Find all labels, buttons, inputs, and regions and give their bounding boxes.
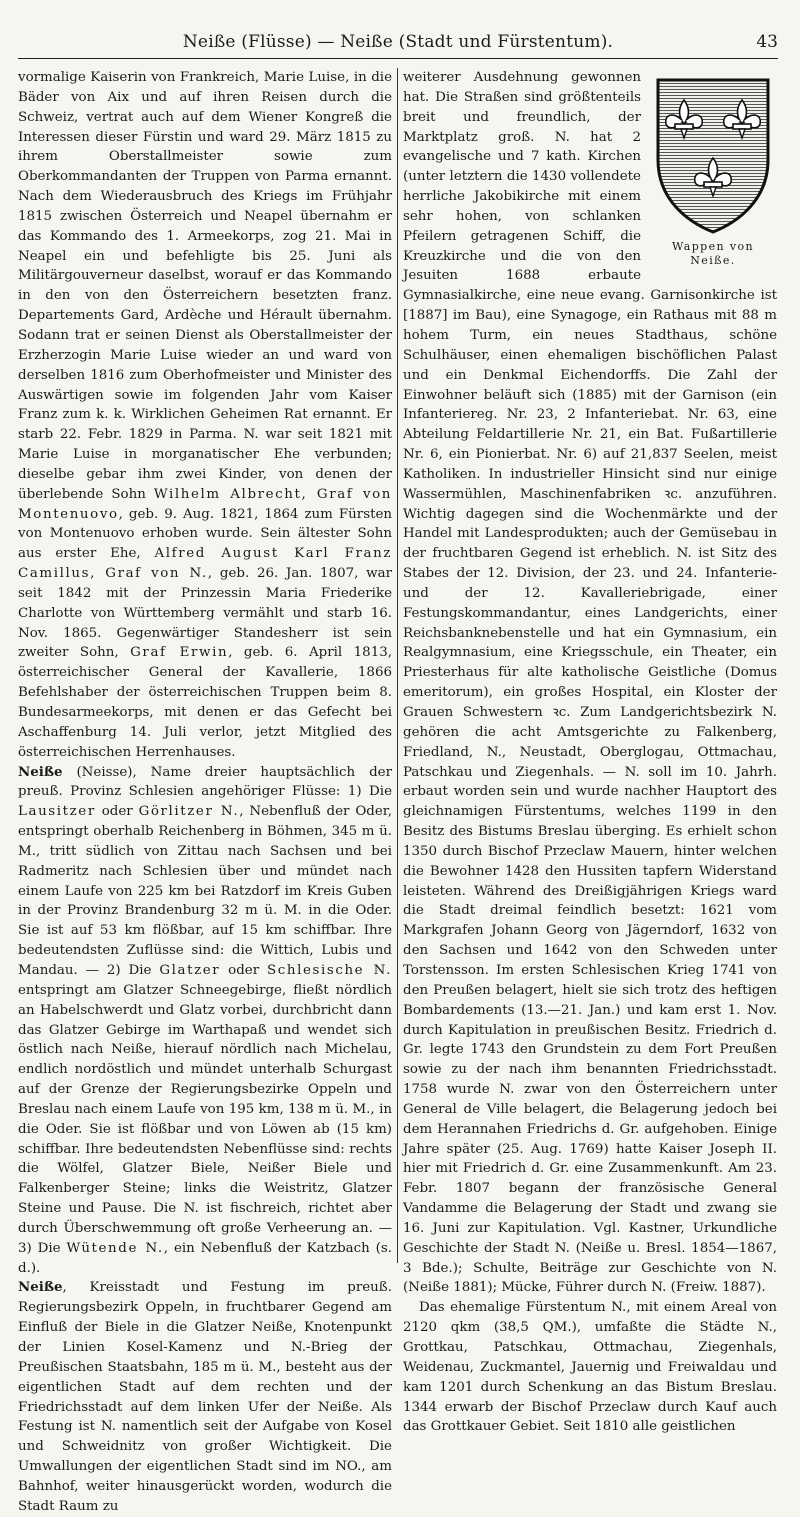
entry-headword: Neiße: [18, 1279, 63, 1296]
river-name: Lausitzer: [18, 804, 96, 820]
running-title: Neiße (Flüsse) — Neiße (Stadt und Fürstentum).: [182, 32, 614, 52]
paragraph-principality: Das ehemalige Fürstentum N., mit einem Areal von 2120 qkm (38,5 QM.), umfaßte die Städte N., Grottkau, Patschkau, Ottmachau, Ziegenhals, Weidenau, Zuckmantel, Jauernig und Freiwaldau und kam 1201 durch Schenkung an das Bistum Breslau. 1344 erwarb der Bischof Przeclaw durch Kauf auch das Grottkauer Gebiet. Seit 1810 alle geistlichen: [403, 1300, 777, 1435]
river-name: Glatzer: [159, 962, 221, 978]
crest-figure: [649, 76, 777, 268]
entry-neisse-rivers: Neiße (Neisse), Name dreier hauptsächlich der preuß. Provinz Schlesien angehöriger Flüsse: 1) Die Lausitzer oder Görlitzer N., Nebenfluß der Oder, entspringt oberhalb Reichenberg in Böhmen, 345 m ü. M., tritt südlich von Zittau nach Sachsen und bei Radmeritz nach Schlesien über und mündet nach einem Laufe von 225 km bei Ratzdorf im Kreis Guben in der Provinz Brandenburg 32 m ü. M. in die Oder. Sie ist auf 53 km flößbar, auf 15 km schiffbar. Ihre bedeutendsten Zuflüsse sind: die Wittich, Lubis und Mandau. — 2) Die Glatzer oder Schlesische N. entspringt am Glatzer Schneegebirge, fließt nördlich an Habelschwerdt und Glatz vorbei, durchbricht dann das Glatzer Gebirge im Warthapaß und wendet sich östlich nach Neiße, hierauf nördlich nach Michelau, endlich nordöstlich und mündet unterhalb Schurgast auf der Grenze der Regierungsbezirke Oppeln und Breslau nach einem Laufe von 195 km, 138 m ü. M., in die Oder. Sie ist flößbar und von Löwen ab (15 km) schiffbar. Ihre bedeutendsten Nebenflüsse sind: rechts die Wölfel, Glatzer Biele, Neißer Biele und Falkenberger Steine; links die Weistritz, Glatzer Steine und Pause. Die N. ist fischreich, richtet aber durch Überschwemmung oft große Verheerung an. — 3) Die Wütende N., ein Nebenfluß der Katzbach (s. d.).: [18, 763, 392, 1276]
paragraph-city-description: weiterer Ausdehnung gewonnen hat. Die Straßen sind größtenteils breit und freundlich, der Marktplatz groß. N. hat 2 evangelische und 7 kath. Kirchen (unter letztern die 1430 vollendete herrliche Jakobikirche mit einem sehr hohen, von schlanken Pfeilern getragenen Schiff, die Kreuzkirche und die von den Jesuiten 1688 erbaute Gymnasialkirche, eine neue evang. Garnisonkirche ist [1887] im Bau), eine Synagoge, ein Rathaus mit 88 m hohem Turm, ein neues Stadthaus, schöne Schulhäuser, einen ehemaligen bischöflichen Palast und ein Denkmal Eichendorffs. Die Zahl der Einwohner beläuft sich (1885) mit der Garnison (ein Infanteriereg. Nr. 23, 2 Infanteriebat. Nr. 63, eine Abteilung Feldartillerie Nr. 21, ein Bat. Fußartillerie Nr. 6, ein Pionierbat. Nr. 6) auf 21,837 Seelen, meist Katholiken. In industrieller Hinsicht sind nur einige Wassermühlen, Maschinenfabriken ꝛc. anzuführen. Wichtig dagegen sind die Wochenmärkte und der Handel mit Landesprodukten; auch der Gemüsebau in der fruchtbaren Gegend ist erheblich. N. ist Sitz des Stabes der 12. Division, der 23. und 24. Infanterie- und der 12. Kavalleriebrigade, einer Festungskommandantur, eines Landgerichts, einer Reichsbanknebenstelle und hat ein Gymnasium, ein Realgymnasium, eine Kriegsschule, ein Theater, ein Priesterhaus für alte katholische Geistliche (Domus emeritorum), ein großes Hospital, ein Kloster der Grauen Schwestern ꝛc. Zum Landgerichtsbezirk N. gehören die acht Amtsgerichte zu Falkenberg, Friedland, N., Neustadt, Oberglogau, Ottmachau, Patschkau und Ziegenhals. — N. soll im 10. Jahrh. erbaut worden sein und wurde nachher Hauptort des gleichnamigen Fürstentums, welches 1199 in den Besitz des Bistums Breslau überging. Es erhielt schon 1350 durch Bischof Przeclaw Mauern, hinter welchen die Bewohner 1428 den Hussiten tapfern Widerstand leisteten. Während des Dreißigjährigen Kriegs ward die Stadt dreimal feindlich besetzt: 1621 vom Markgrafen Johann Georg von Jägerndorf, 1632 von den Sachsen und 1642 von den Schweden unter Torstensson. Im ersten Schlesischen Krieg 1741 von den Preußen belagert, hielt sie sich trotz des heftigen Bombardements (13.—21. Jan.) und kam erst 1. Nov. durch Kapitulation in preußischen Besitz. Friedrich d. Gr. legte 1743 den Grundstein zu dem Fort Preußen sowie zu der nach ihm benannten Friedrichsstadt. 1758 wurde N. zwar von den Österreichern unter General de Ville belagert, die Belagerung jedoch bei dem Herannahen Friedrichs d. Gr. aufgehoben. Einige Jahre später (25. Aug. 1769) hatte Kaiser Joseph II. hier mit Friedrich d. Gr. eine Zusammenkunft. Am 23. Febr. 1807 begann der französische General Vandamme die Belagerung der Stadt und zwang sie 16. Juni zur Kapitulation. Vgl. Kastner, Urkundliche Geschichte der Stadt N. (Neiße u. Bresl. 1854—1867, 3 Bde.); Schulte, Beiträge zur Geschichte von N. (Neiße 1881); Mücke, Führer durch N. (Freiw. 1887).: [403, 70, 777, 1296]
page-number: 43: [756, 32, 778, 52]
person-name: Alfred August Karl Franz Camillus, Graf von N.: [18, 546, 392, 582]
crest-caption: Wappen von Neiße.: [671, 240, 754, 267]
entry-headword: Neiße: [18, 763, 63, 780]
river-name: Schlesische N.: [267, 962, 392, 978]
text-columns: [18, 68, 778, 1514]
right-column: [403, 68, 777, 1435]
river-name: Görlitzer N.: [138, 804, 240, 820]
coat-of-arms-icon: [654, 76, 772, 236]
person-name: Wilhelm Albrecht, Graf von Montenuovo: [18, 486, 392, 522]
paragraph-neipperg-continued: vormalige Kaiserin von Frankreich, Marie Luise, in die Bäder von Aix und auf ihren Reisen durch die Schweiz, vertrat auch auf dem Wiener Kongreß die Interessen dieser Fürstin und ward 29. März 1815 zu ihrem Oberstallmeister sowie zum Oberkommandanten der Truppen von Parma ernannt. Nach dem Wiederausbruch des Kriegs im Frühjahr 1815 zwischen Österreich und Neapel übernahm er das Kommando des 1. Armeekorps, zog 21. Mai in Neapel ein und befehligte bis 25. Juni als Militärgouverneur daselbst, worauf er das Kommando in den von den Österreichern besetzten franz. Departements Gard, Ardèche und Hérault übernahm. Sodann trat er seinen Dienst als Oberstallmeister der Erzherzogin Marie Luise wieder an und ward von derselben 1816 zum Oberhofmeister und Minister des Auswärtigen sowie im folgenden Jahr vom Kaiser Franz zum k. k. Wirklichen Geheimen Rat ernannt. Er starb 22. Febr. 1829 in Parma. N. war seit 1821 mit Marie Luise in morganatischer Ehe verbunden; dieselbe gebar ihm zwei Kinder, von denen der überlebende Sohn Wilhelm Albrecht, Graf von Montenuovo, geb. 9. Aug. 1821, 1864 zum Fürsten von Montenuovo erhoben wurde. Sein ältester Sohn aus erster Ehe, Alfred August Karl Franz Camillus, Graf von N., geb. 26. Jan. 1807, war seit 1842 mit der Prinzessin Maria Friederike Charlotte von Württemberg vermählt und starb 16. Nov. 1865. Gegenwärtiger Standesherr ist sein zweiter Sohn, Graf Erwin, geb. 6. April 1813, österreichischer General der Kavallerie, 1866 Befehlshaber der österreichischen Truppen beim 8. Bundesarmeekorps, mit denen er das Gefecht bei Aschaffenburg 14. Juli verlor, jetzt Mitglied des österreichischen Herrenhauses.: [18, 70, 392, 760]
column-divider: [397, 68, 398, 1263]
left-column: [18, 68, 392, 1514]
page-header: [18, 28, 778, 59]
person-name: Graf Erwin: [130, 645, 229, 661]
river-name: Wütende N.: [66, 1240, 164, 1256]
entry-neisse-city: Neiße, Kreisstadt und Festung im preuß. Regierungsbezirk Oppeln, in fruchtbarer Gegend am Einfluß der Biele in die Glatzer Neiße, Knotenpunkt der Linien Kosel-Kamenz und N.-Brieg der Preußischen Staatsbahn, 185 m ü. M., besteht aus der eigentlichen Stadt auf dem rechten und der Friedrichsstadt auf dem linken Ufer der Neiße. Als Festung ist N. namentlich seit der Aufgabe von Kosel und Schweidnitz von großer Wichtigkeit. Die Umwallungen der eigentlichen Stadt sind im NO., am Bahnhof, weiter hinausgerückt worden, wodurch die Stadt Raum zu: [18, 1279, 392, 1514]
